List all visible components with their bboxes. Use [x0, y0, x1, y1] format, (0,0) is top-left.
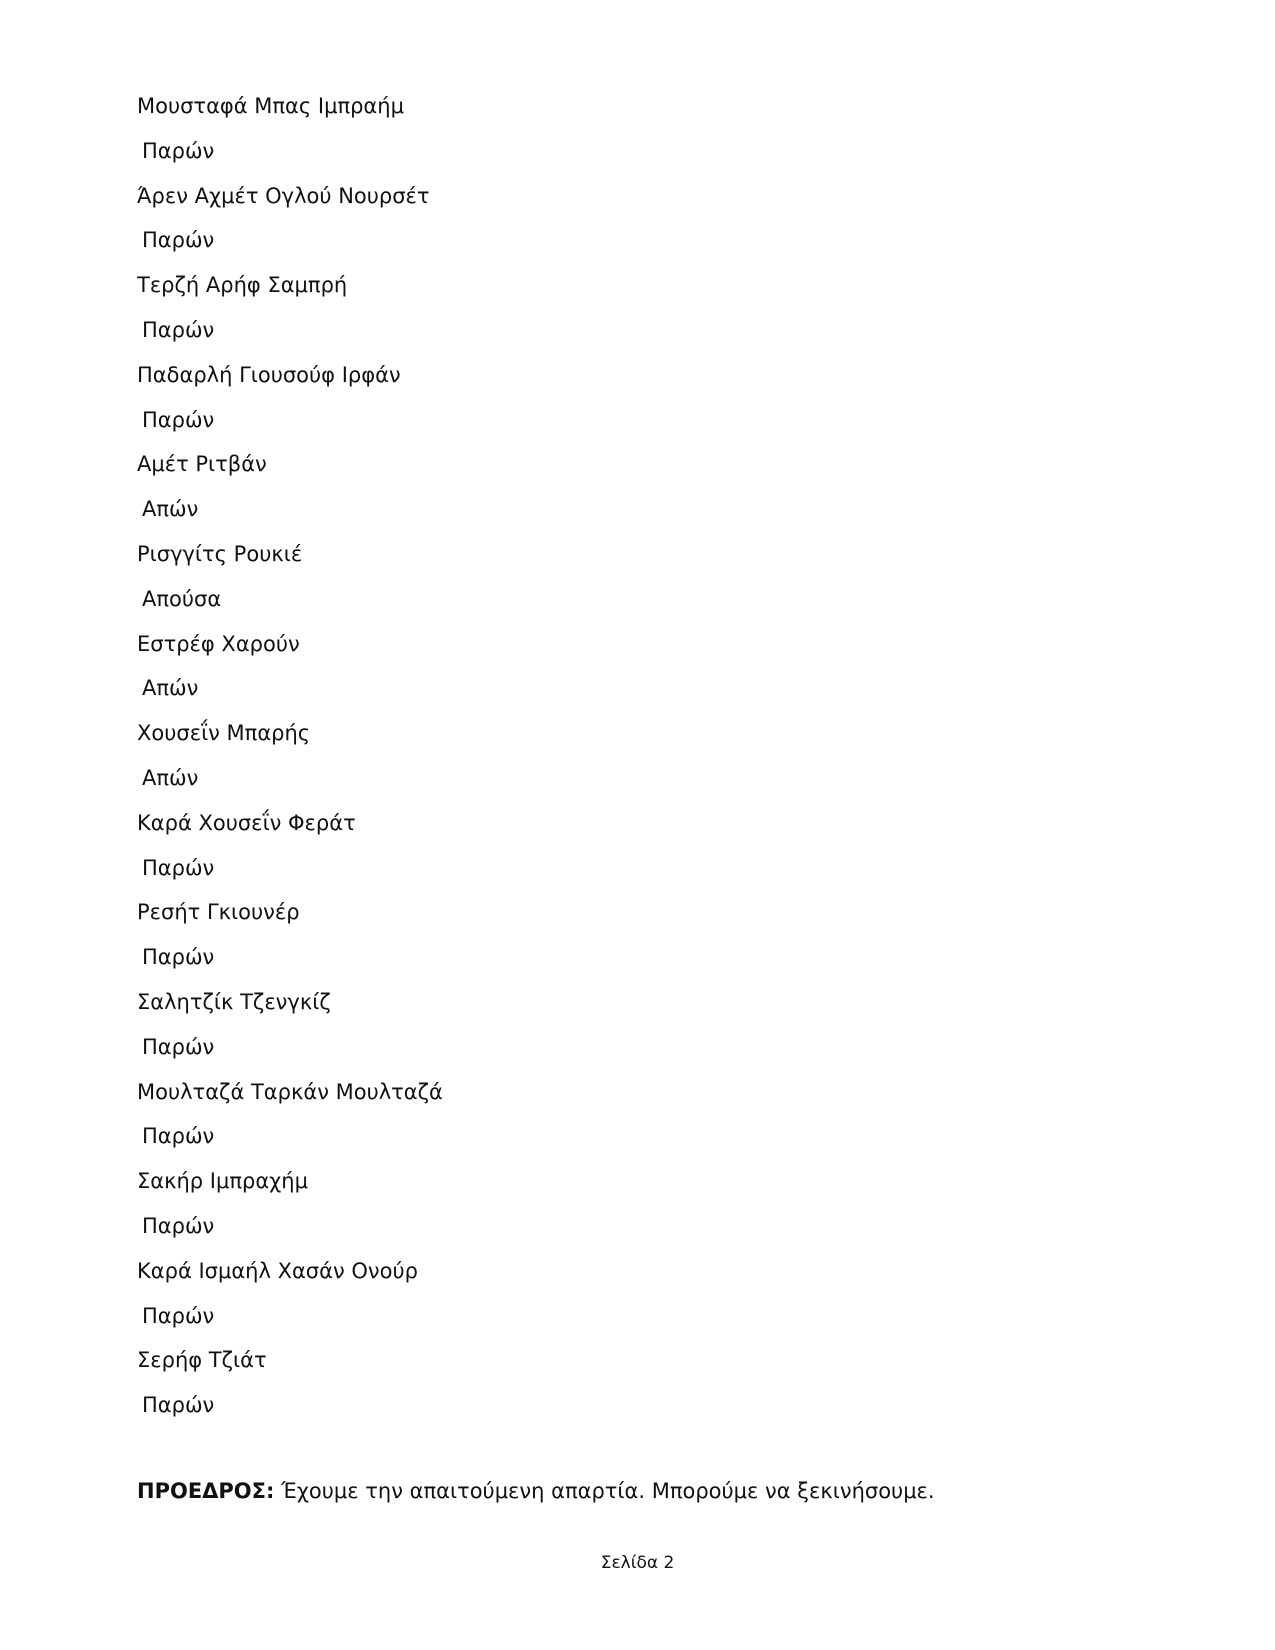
member-name: Εστρέφ Χαρούν	[137, 631, 300, 656]
chair-statement	[137, 1471, 1137, 1511]
attendance-status: Παρών	[142, 1213, 215, 1238]
attendance-status: Απούσα	[142, 586, 222, 611]
attendance-status: Παρών	[142, 855, 215, 880]
member-name: Άρεν Αχμέτ Ογλού Νουρσέτ	[137, 183, 430, 208]
member-name: Σαλητζίκ Τζενγκίζ	[137, 989, 331, 1014]
page-number: Σελίδα 2	[600, 1553, 675, 1573]
member-name: Παδαρλή Γιουσούφ Ιρφάν	[137, 362, 401, 387]
member-name: Ρισγγίτς Ρουκιέ	[137, 541, 303, 566]
member-name: Σερήφ Τζιάτ	[137, 1348, 267, 1373]
member-name: Χουσεΐν Μπαρής	[137, 721, 311, 746]
member-name: Μουσταφά Μπας Ιμπραήμ	[137, 94, 404, 118]
attendance-status: Παρών	[142, 1034, 215, 1059]
member-name: Σακήρ Ιμπραχήμ	[137, 1169, 308, 1194]
member-name: Ρεσήτ Γκιουνέρ	[137, 900, 300, 925]
attendance-status: Παρών	[142, 945, 215, 970]
attendance-list	[137, 84, 1137, 1428]
member-name: Καρά Χουσεΐν Φεράτ	[137, 810, 356, 835]
member-name: Μουλταζά Ταρκάν Μουλταζά	[137, 1079, 443, 1104]
attendance-status: Παρών	[142, 1124, 215, 1149]
statement-text: Έχουμε την απαιτούμενη απαρτία. Μπορούμε να ξεκινήσουμε.	[274, 1479, 935, 1503]
member-name: Αμέτ Ριτβάν	[137, 452, 267, 477]
attendance-status: Παρών	[142, 1303, 215, 1328]
attendance-status: Παρών	[142, 1393, 215, 1418]
attendance-status: Παρών	[142, 317, 215, 342]
member-name: Καρά Ισμαήλ Χασάν Ονούρ	[137, 1258, 418, 1283]
speaker-label: ΠΡΟΕΔΡΟΣ:	[137, 1479, 275, 1503]
attendance-status: Παρών	[142, 407, 215, 432]
attendance-status: Απών	[142, 497, 199, 522]
attendance-status: Απών	[142, 676, 199, 701]
attendance-status: Παρών	[142, 138, 215, 163]
member-name: Τερζή Αρήφ Σαμπρή	[137, 273, 348, 298]
attendance-status: Παρών	[142, 228, 215, 253]
attendance-status: Απών	[142, 765, 199, 790]
